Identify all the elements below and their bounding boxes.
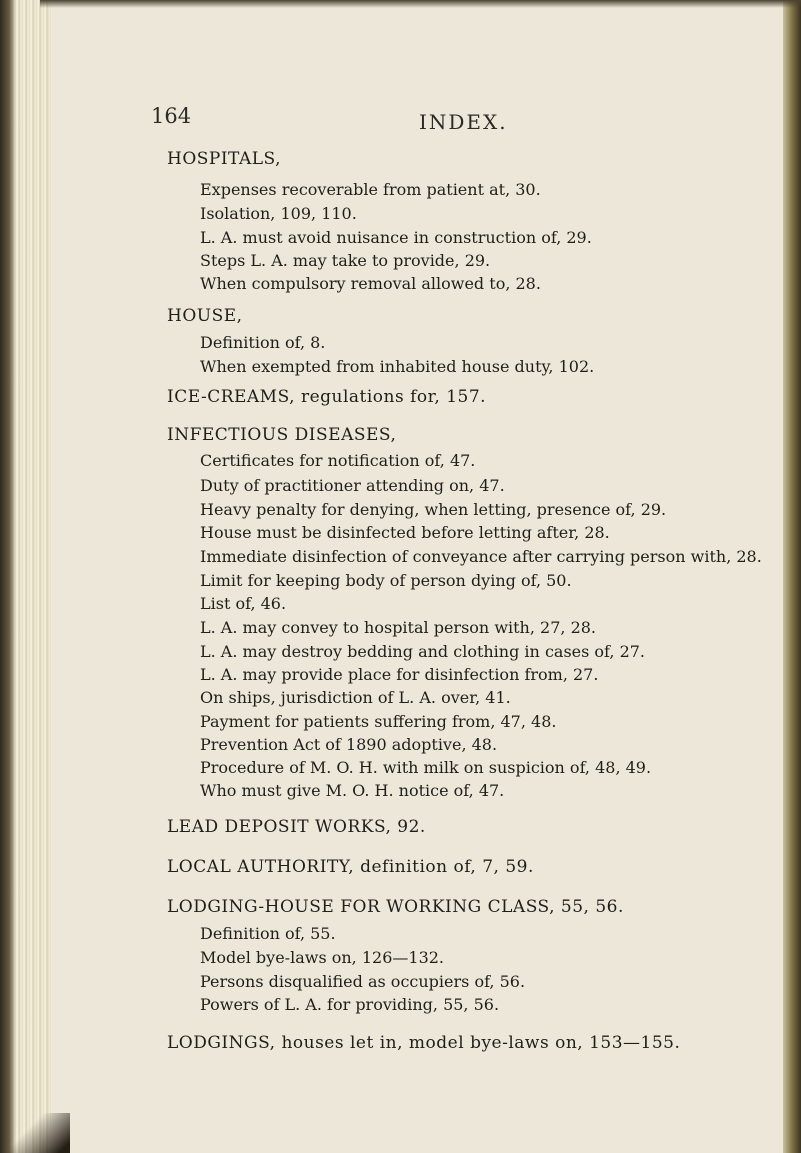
index-heading: HOSPITALS, xyxy=(167,149,281,169)
index-subentry: Definition of, 55. xyxy=(200,924,336,943)
index-subentry: Duty of practitioner attending on, 47. xyxy=(200,476,505,495)
index-subentry: Prevention Act of 1890 adoptive, 48. xyxy=(200,735,498,754)
index-subentry: Payment for patients suffering from, 47, 48. xyxy=(200,712,557,731)
running-head: INDEX. xyxy=(419,110,508,134)
index-subentry: Expenses recoverable from patient at, 30. xyxy=(200,180,541,199)
index-subentry: Limit for keeping body of person dying of, 50. xyxy=(200,571,572,590)
index-subentry: When exempted from inhabited house duty, 102. xyxy=(200,357,595,376)
index-heading: HOUSE, xyxy=(167,306,243,326)
index-subentry: Heavy penalty for denying, when letting, presence of, 29. xyxy=(200,500,667,519)
index-subentry: L. A. may provide place for disinfection from, 27. xyxy=(200,665,599,684)
index-subentry: On ships, jurisdiction of L. A. over, 41. xyxy=(200,688,511,707)
index-subentry: L. A. may destroy bedding and clothing in cases of, 27. xyxy=(200,642,646,661)
index-heading: ICE-CREAMS, regulations for, 157. xyxy=(167,387,487,407)
index-heading: LOCAL AUTHORITY, definition of, 7, 59. xyxy=(167,857,534,877)
index-subentry: Procedure of M. O. H. with milk on suspicion of, 48, 49. xyxy=(200,758,652,777)
index-subentry: Certificates for notification of, 47. xyxy=(200,451,476,470)
index-heading: LODGINGS, houses let in, model bye-laws on, 153—155. xyxy=(167,1033,681,1053)
index-subentry: Model bye-laws on, 126—132. xyxy=(200,948,445,967)
index-subentry: List of, 46. xyxy=(200,594,287,613)
index-subentry: When compulsory removal allowed to, 28. xyxy=(200,274,541,293)
index-subentry: Powers of L. A. for providing, 55, 56. xyxy=(200,995,500,1014)
index-subentry: House must be disinfected before letting after, 28. xyxy=(200,523,610,542)
index-subentry: Persons disqualified as occupiers of, 56. xyxy=(200,972,526,991)
index-subentry: Definition of, 8. xyxy=(200,333,326,352)
page-number: 164 xyxy=(151,104,192,128)
index-subentry: Steps L. A. may take to provide, 29. xyxy=(200,251,491,270)
index-subentry: Who must give M. O. H. notice of, 47. xyxy=(200,781,505,800)
index-subentry: L. A. may convey to hospital person with, 27, 28. xyxy=(200,618,597,637)
index-subentry: Isolation, 109, 110. xyxy=(200,204,357,223)
index-heading: LEAD DEPOSIT WORKS, 92. xyxy=(167,817,426,837)
index-heading: LODGING-HOUSE FOR WORKING CLASS, 55, 56. xyxy=(167,897,624,917)
index-subentry: Immediate disinfection of conveyance after carrying person with, 28. xyxy=(200,547,762,566)
index-heading: INFECTIOUS DISEASES, xyxy=(167,425,397,445)
index-subentry: L. A. must avoid nuisance in construction of, 29. xyxy=(200,228,592,247)
